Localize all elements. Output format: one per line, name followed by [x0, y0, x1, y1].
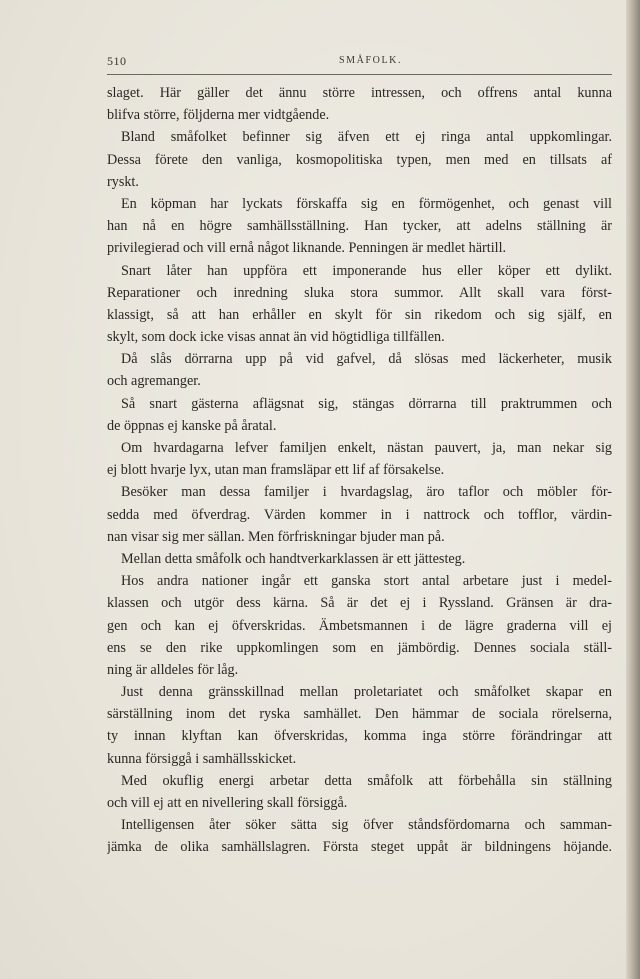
text-line: sedda med öfverdrag. Värden kommer in i nattrock och tofflor, värdin-: [107, 506, 612, 523]
text-line: nan visar sig mer sällan. Men förfriskningar bjuder man på.: [107, 528, 445, 545]
text-line: Mellan detta småfolk och handtverkarklassen är ett jättesteg.: [121, 550, 466, 567]
text-line: klassen och utgör dess kärna. Så är det ej i Ryssland. Gränsen är dra-: [107, 595, 612, 612]
page-edge: [626, 0, 640, 979]
text-line: slaget. Här gäller det ännu större intressen, och offrens antal kunna: [107, 85, 612, 101]
text-line: Då slås dörrarna upp på vid gafvel, då slösas med läckerheter, musik: [121, 351, 612, 368]
page-header: [107, 54, 612, 72]
text-line: Bland småfolket befinner sig äfven ett ej ringa antal uppkomlingar.: [121, 129, 612, 146]
text-line: ning är alldeles för låg.: [107, 661, 239, 678]
text-line: blifva större, följderna mer vidtgående.: [107, 107, 330, 124]
page-number: 510: [107, 54, 127, 68]
body-text: [107, 82, 612, 859]
text-line: och vill ej att en nivellering skall försiggå.: [107, 795, 348, 811]
text-line: Med okuflig energi arbetar detta småfolk att förbehålla sin ställning: [121, 772, 612, 789]
text-line: ej blott hvarje lyx, utan man framsläpar ett lif af försakelse.: [107, 462, 445, 479]
text-line: Just denna gränsskillnad mellan proletariatet och småfolket skapar en: [121, 684, 612, 701]
text-line: Besöker man dessa familjer i hvardagslag, äro taflor och möbler för-: [121, 484, 612, 501]
text-line: ryskt.: [107, 173, 139, 190]
header-rule: [107, 74, 612, 75]
text-line: jämka de olika samhällslagren. Första steget uppåt är bildningens höjande.: [107, 839, 612, 856]
text-line: och agremanger.: [107, 373, 201, 390]
text-line: Intelligensen åter söker sätta sig öfver ståndsfördomarna och samman-: [121, 817, 612, 834]
running-title: SMÅFOLK.: [339, 55, 403, 66]
text-line: privilegierad och vill ernå något liknande. Penningen är medlet härtill.: [107, 240, 507, 257]
text-line: Dessa förete den vanliga, kosmopolitiska typen, men med en tillsats af: [107, 151, 612, 168]
text-line: skylt, som dock icke visas annat än vid högtidliga tillfällen.: [107, 329, 445, 346]
text-line: han nå en högre samhällsställning. Han tycker, att adelns ställning är: [107, 218, 612, 235]
text-line: klassigt, så att han erhåller en skylt för sin rikedom och sig själf, en: [107, 306, 612, 323]
text-line: En köpman har lyckats förskaffa sig en förmögenhet, och genast vill: [121, 195, 612, 212]
text-line: gen och kan ej öfverskridas. Ämbetsmannen i de lägre graderna vill ej: [107, 617, 612, 634]
text-line: kunna försiggå i samhällsskicket.: [107, 750, 297, 767]
text-line: Hos andra nationer ingår ett ganska stort antal arbetare just i medel-: [121, 573, 612, 590]
text-line: ens se den rike uppkomlingen som en jämbördig. Dennes sociala ställ-: [107, 639, 612, 656]
text-line: de öppnas ej kanske på åratal.: [107, 417, 277, 434]
text-line: ty innan klyftan kan öfverskridas, komma inga större förändringar att: [107, 728, 612, 745]
text-line: Reparationer och inredning sluka stora summor. Allt skall vara först-: [107, 284, 612, 301]
text-line: Om hvardagarna lefver familjen enkelt, nästan pauvert, ja, man nekar sig: [121, 440, 612, 456]
text-line: Snart låter han uppföra ett imponerande hus eller köper ett dylikt.: [121, 262, 612, 279]
text-line: särställning inom det ryska samhället. Den hämmar de sociala rörelserna,: [107, 706, 612, 723]
text-line: Så snart gästerna aflägsnat sig, stängas dörrarna till praktrummen och: [121, 395, 612, 412]
